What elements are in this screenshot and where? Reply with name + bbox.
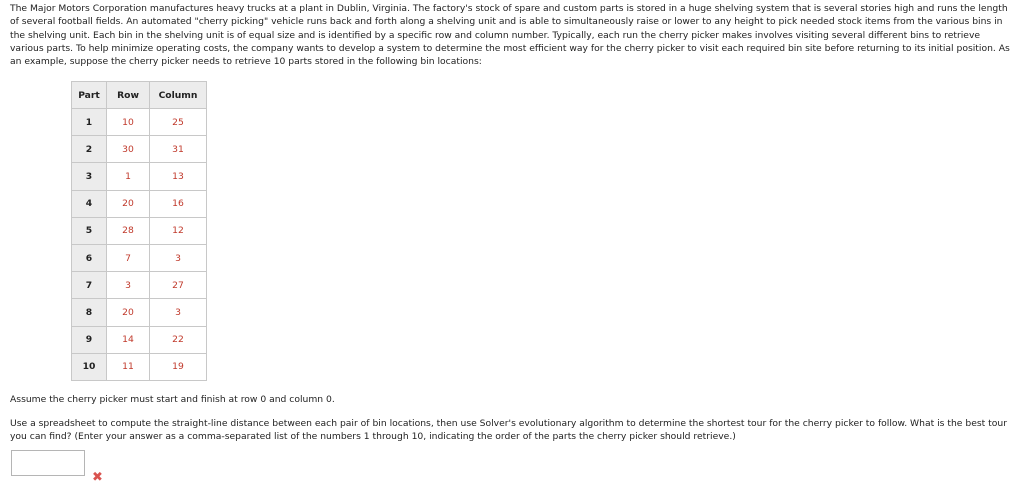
table-row	[72, 353, 207, 380]
column-value: 31	[150, 136, 207, 163]
table-row	[72, 163, 207, 190]
column-value: 19	[150, 353, 207, 380]
x-mark-icon: ✖	[92, 470, 103, 485]
column-value: 25	[150, 109, 207, 136]
answer-input[interactable]	[11, 450, 85, 476]
header-column: Column	[150, 82, 207, 109]
row-value: 30	[107, 136, 150, 163]
row-value: 3	[107, 272, 150, 299]
row-value: 11	[107, 353, 150, 380]
part-number: 5	[72, 217, 107, 244]
table-row	[72, 244, 207, 271]
column-value: 27	[150, 272, 207, 299]
table-header-row	[72, 82, 207, 109]
table-row	[72, 299, 207, 326]
part-number: 8	[72, 299, 107, 326]
column-value: 3	[150, 244, 207, 271]
table-row	[72, 272, 207, 299]
part-number: 2	[72, 136, 107, 163]
column-value: 13	[150, 163, 207, 190]
row-value: 20	[107, 190, 150, 217]
problem-intro: The Major Motors Corporation manufactures heavy trucks at a plant in Dublin, Virginia. The factory's stock of spare and custom parts is stored in a huge shelving system that is several stories high and runs the length of several football fields. An automated "cherry picking" vehicle runs back and forth along a shelving unit and is able to simultaneously raise or lower to any height to pick needed stock items from the various bins in the shelving unit. Each bin in the shelving unit is of equal size and is identified by a specific row and column number. Typically, each run the cherry picker makes involves visiting several different bins to retrieve various parts. To help minimize operating costs, the company wants to develop a system to determine the most efficient way for the cherry picker to visit each required bin site before returning to its initial position. As an example, suppose the cherry picker needs to retrieve 10 parts stored in the following bin locations:	[10, 3, 1010, 68]
part-number: 3	[72, 163, 107, 190]
question-text: Use a spreadsheet to compute the straight-line distance between each pair of bin locations, then use Solver's evolutionary algorithm to determine the shortest tour for the cherry picker to follow. What is the best tour you can find? (Enter your answer as a comma-separated list of the numbers 1 through 10, indicating the order of the parts the cherry picker should retrieve.)	[10, 418, 1007, 443]
row-value: 1	[107, 163, 150, 190]
row-value: 10	[107, 109, 150, 136]
header-part: Part	[72, 82, 107, 109]
table-row	[72, 326, 207, 353]
part-number: 9	[72, 326, 107, 353]
table-row	[72, 136, 207, 163]
bin-locations-table	[71, 81, 207, 381]
table-row	[72, 217, 207, 244]
column-value: 12	[150, 217, 207, 244]
part-number: 10	[72, 353, 107, 380]
row-value: 7	[107, 244, 150, 271]
row-value: 14	[107, 326, 150, 353]
row-value: 20	[107, 299, 150, 326]
part-number: 7	[72, 272, 107, 299]
column-value: 22	[150, 326, 207, 353]
row-value: 28	[107, 217, 150, 244]
column-value: 16	[150, 190, 207, 217]
table-row	[72, 109, 207, 136]
part-number: 4	[72, 190, 107, 217]
table-row	[72, 190, 207, 217]
column-value: 3	[150, 299, 207, 326]
part-number: 1	[72, 109, 107, 136]
header-row: Row	[107, 82, 150, 109]
assumption-text: Assume the cherry picker must start and finish at row 0 and column 0.	[10, 394, 335, 405]
part-number: 6	[72, 244, 107, 271]
